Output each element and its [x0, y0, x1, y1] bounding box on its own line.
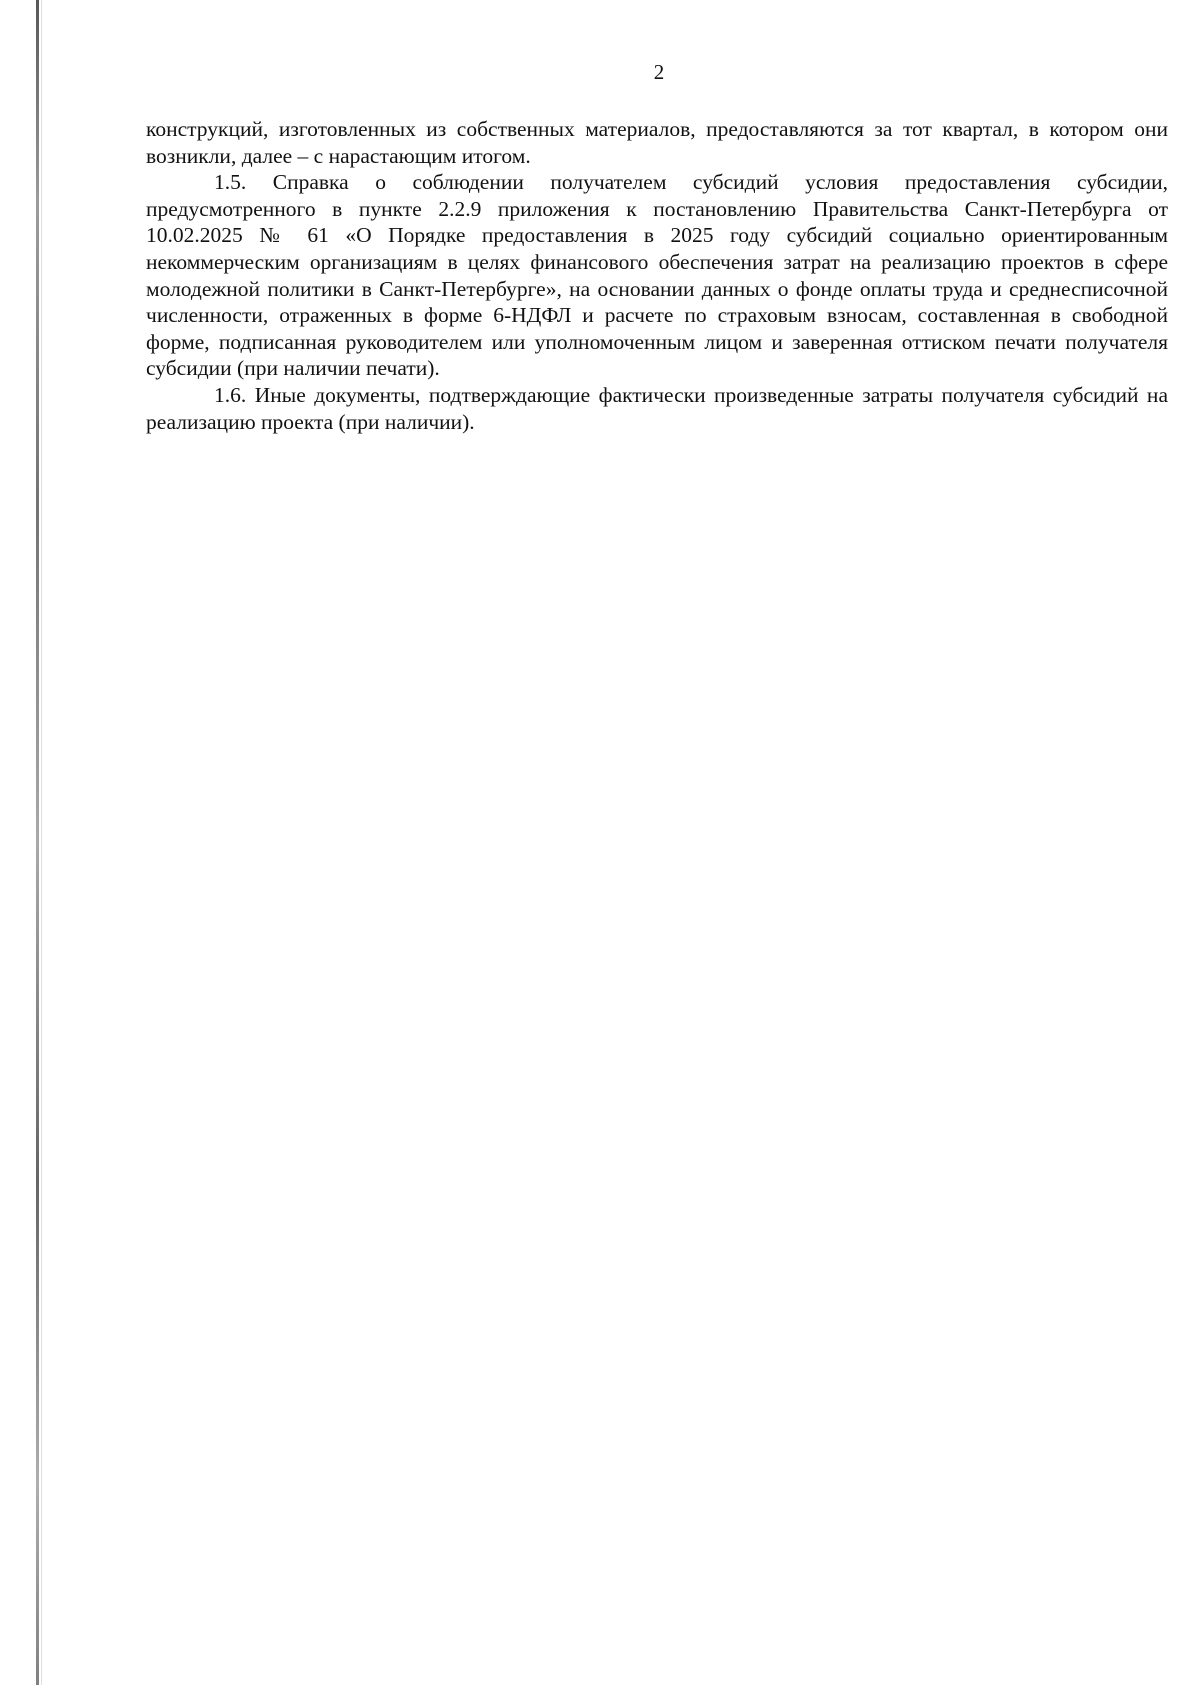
- scan-binding-edge-shadow: [41, 0, 42, 1685]
- document-body: [146, 116, 1168, 435]
- page-number: 2: [653, 60, 665, 84]
- paragraph-continuation: конструкций, изготовленных из собственных материалов, предоставляются за тот квартал, в котором они возникли, далее – с нарастающим итогом.: [146, 117, 1168, 168]
- paragraph-item-1-6: 1.6. Иные документы, подтверждающие фактически произведенные затраты получателя субсидий на реализацию проекта (при наличии).: [146, 382, 1168, 434]
- paragraph-item-1-5: 1.5. Справка о соблюдении получателем субсидий условия предоставления субсидии, предусмотренного в пункте 2.2.9 приложения к постановлению Правительства Санкт-Петербурга от 10.02.2025 № 61 «О Порядке предоставления в 2025 году субсидий социально ориентированным некоммерческим организациям в целях финансового обеспечения затрат на реализацию проектов в сфере молодежной политики в Санкт-Петербурге», на основании данных о фонде оплаты труда и среднесписочной численности, отраженных в форме 6-НДФЛ и расчете по страховым взносам, составленная в свободной форме, подписанная руководителем или уполномоченным лицом и заверенная оттиском печати получателя субсидии (при наличии печати).: [146, 170, 1168, 381]
- scan-binding-edge: [36, 0, 39, 1685]
